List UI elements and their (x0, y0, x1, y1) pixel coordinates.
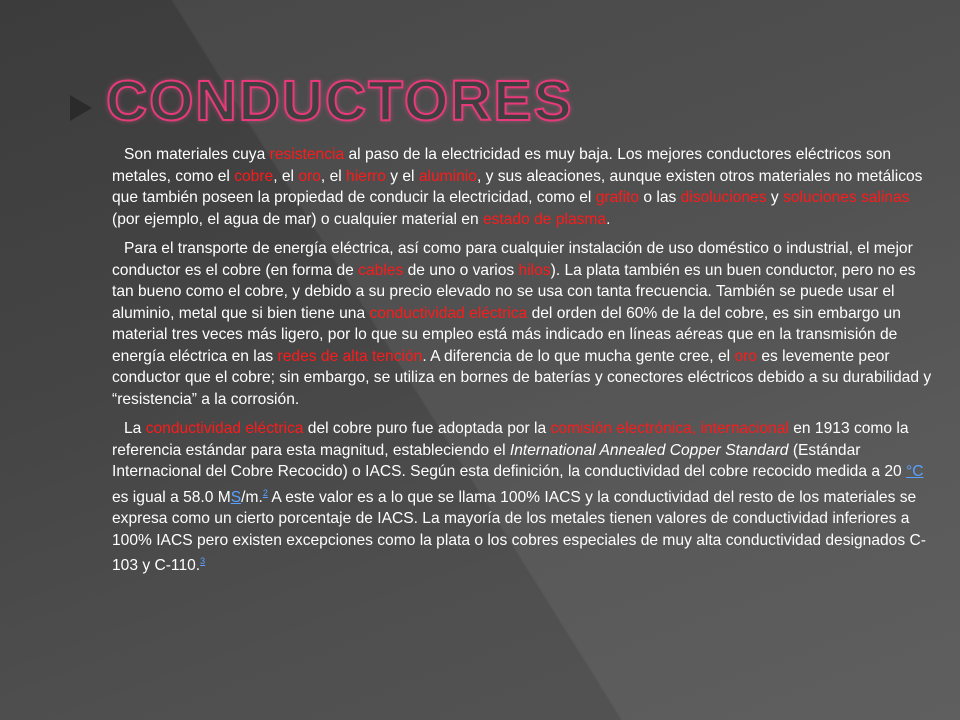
link-cables[interactable]: cables (358, 261, 404, 279)
text: , el (273, 167, 299, 185)
text: de uno o varios (403, 261, 519, 279)
link-siemens[interactable]: S (230, 488, 242, 506)
page-title: CONDUCTORES (106, 69, 574, 133)
text: y (766, 189, 783, 206)
text: . A diferencia de lo que mucha gente cree, el (422, 347, 735, 365)
text: A este valor es a lo que se llama 100% IACS y la conductividad del resto de los materiales se expresa como un cierto porcentaje de IACS. La mayoría de los metales tienen valores de conductividad inferiores a 100% IACS pero existen excepciones como la plata o los cobres especiales de muy alta conductividad designados C-103 y C-110. (112, 488, 926, 575)
text: . (606, 210, 611, 228)
iacs-name: International Annealed Copper Standard (509, 441, 789, 459)
link-conductividad-electrica-2[interactable]: conductividad eléctrica (145, 420, 304, 437)
text: y el (385, 167, 419, 185)
text: , y sus aleaciones, aunque existen otros materiales no metálicos que también poseen la propiedad de conducir la electricidad, como el (112, 167, 923, 206)
paragraph-3 (112, 418, 932, 577)
link-hierro[interactable]: hierro (346, 167, 386, 185)
text: /m. (241, 488, 263, 506)
text: La (124, 420, 146, 437)
text: del orden del 60% de la del cobre, es sin embargo un material tres veces más ligero, por lo que su empleo está más indicado en líneas aéreas que en la transmisión de energía eléctrica en las (112, 304, 901, 365)
link-grafito[interactable]: grafito (595, 189, 640, 206)
link-resistencia[interactable]: resistencia (269, 146, 345, 163)
text: ). La plata también es un buen conductor, pero no es tan bueno como el cobre, y debido a su precio elevado no se usa con tanta frecuencia. También se puede usar el aluminio, metal que si bien tiene una (112, 261, 916, 322)
text: en 1913 como la referencia estándar para esta magnitud, estableciendo el (112, 420, 909, 459)
link-hilos[interactable]: hilos (518, 261, 551, 279)
text: Para el transporte de energía eléctrica, así como para cualquier instalación de uso doméstico o industrial, el mejor conductor es el cobre (en forma de (112, 240, 913, 279)
link-disoluciones[interactable]: disoluciones (680, 189, 767, 206)
text: o las (639, 189, 681, 206)
text: , el (320, 167, 347, 185)
link-oro-2[interactable]: oro (734, 347, 757, 365)
link-soluciones-salinas[interactable]: soluciones salinas (782, 189, 910, 206)
text: (Estándar Internacional del Cobre Recocido) o IACS. Según esta definición, la conductividad del cobre recocido medida a 20 (112, 441, 907, 480)
paragraph-2 (112, 238, 932, 410)
text: es igual a 58.0 M (112, 488, 231, 506)
paragraph-1 (112, 144, 932, 230)
text: es levemente peor conductor que el cobre; sin embargo, se utiliza en bornes de baterías y conectores eléctricos debido a su durabilidad y “resistencia” a la corrosión. (112, 347, 932, 408)
link-cobre[interactable]: cobre (234, 167, 274, 185)
link-estado-de-plasma[interactable]: estado de plasma (482, 210, 607, 228)
link-conductividad-electrica[interactable]: conductividad eléctrica (369, 304, 528, 322)
link-redes-alta-tension[interactable]: redes de alta tención (277, 347, 423, 365)
reference-3[interactable]: 3 (200, 556, 206, 567)
text: del cobre puro fue adoptada por la (303, 420, 551, 437)
arrow-bullet-icon (70, 95, 92, 121)
body-text (112, 144, 932, 585)
reference-2[interactable]: 2 (262, 487, 268, 498)
link-celsius[interactable]: °C (906, 463, 924, 480)
link-aluminio[interactable]: aluminio (418, 167, 477, 185)
text: Son materiales cuya (124, 146, 270, 163)
link-oro[interactable]: oro (298, 167, 321, 185)
link-comision-electronica[interactable]: comisión electrónica, internacional (550, 420, 789, 437)
text: (por ejemplo, el agua de mar) o cualquier material en (112, 210, 483, 228)
text: al paso de la electricidad es muy baja. Los mejores conductores eléctricos son metales, como el (112, 146, 892, 185)
